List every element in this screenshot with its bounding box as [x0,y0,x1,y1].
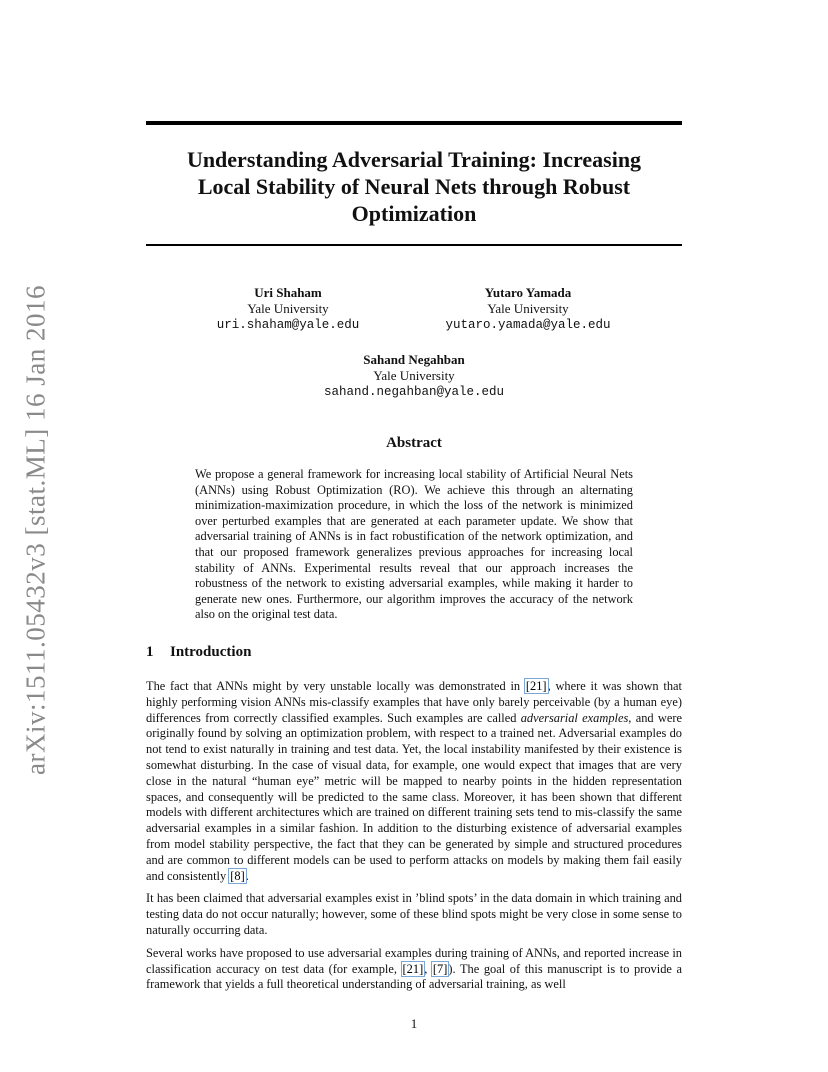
author-email[interactable]: sahand.negahban@yale.edu [323,385,505,399]
emphasis: adversarial examples [520,710,629,725]
author-block [188,285,388,333]
citation-link[interactable]: [8] [230,868,245,883]
paper-title [146,146,682,227]
paragraph: The fact that ANNs might by very unstable locally was demonstrated in [21], where it was shown that highly performing vision ANNs mis-classify examples that have only barely perceivable (by a human eye) differences from correctly classified examples. Such examples are called adversarial examples, and were originally found by solving an optimization problem, with respect to a trained net. Adversarial examples do not tend to exist naturally in training and test data. Yet, the local instability manifested by their existence is somewhat disturbing. In the case of visual data, for example, one would expect that images that are very close in the natural “human eye” metric will be mapped to nearby points in the hidden representation spaces, and consequently will be predicted to the same class. Moreover, it has been shown that different models with different architectures which are trained on different training sets tend to mis-classify the same adversarial examples in a similar fashion. In addition to the disturbing existence of adversarial examples from model stability perspective, the fact that they can be generated by simple and structured procedures and are common to different models can be used to perform attacks on models by making them fail easily and consistently [8]. [146,679,682,883]
citation-link[interactable]: [7] [432,961,448,976]
arxiv-stamp-text: arXiv:1511.05432v3 [stat.ML] 16 Jan 2016 [20,285,51,775]
author-name: Sahand Negahban [363,352,465,367]
citation-link[interactable]: [21] [402,961,424,976]
title-line: Understanding Adversarial Training: Increasing [186,147,642,172]
abstract-text: We propose a general framework for increasing local stability of Artificial Neural Nets (ANNs) using Robust Optimization (RO). We achieve this through an alternating minimization-maximization procedure, in which the loss of the network is minimized over perturbed examples that are generated at each parameter update. We show that adversarial training of ANNs is in fact robustification of the network optimization, and that our proposed framework generalizes previous approaches for increasing local stability of ANNs. Experimental results reveal that our approach increases the robustness of the network to existing adversarial examples, while making it harder to generate new ones. Furthermore, our algorithm improves the accuracy of the network also on the original test data. [195,467,633,622]
author-email[interactable]: uri.shaham@yale.edu [216,318,360,332]
paragraph: It has been claimed that adversarial examples exist in ’blind spots’ in the data domain in which training and testing data do not occur naturally; however, some of these blind spots might be very close in some sense to naturally occurring data. [146,891,682,937]
author-block [299,352,529,400]
author-name: Uri Shaham [254,285,322,300]
author-block [418,285,638,333]
author-name: Yutaro Yamada [484,285,572,300]
section-number: 1 [146,644,154,660]
author-affiliation: Yale University [247,301,329,316]
author-email[interactable]: yutaro.yamada@yale.edu [445,318,611,332]
section-title: Introduction [170,644,252,660]
author-affiliation: Yale University [487,301,569,316]
arxiv-stamp [0,0,70,1072]
section-heading [146,644,251,661]
author-affiliation: Yale University [373,368,455,383]
citation-link[interactable]: [21] [525,679,547,693]
body-text [146,679,682,1000]
title-line: Local Stability of Neural Nets through Robust [197,174,631,199]
page-number: 1 [410,1016,418,1031]
title-top-rule [146,121,682,125]
title-line: Optimization [351,201,477,226]
abstract-heading: Abstract [386,435,442,451]
paragraph: Several works have proposed to use adversarial examples during training of ANNs, and reported increase in classification accuracy on test data (for example, [21], [7]). The goal of this manuscript is to provide a framework that yields a full theoretical understanding of adversarial training, as well [146,945,682,992]
title-bottom-rule [146,244,682,246]
